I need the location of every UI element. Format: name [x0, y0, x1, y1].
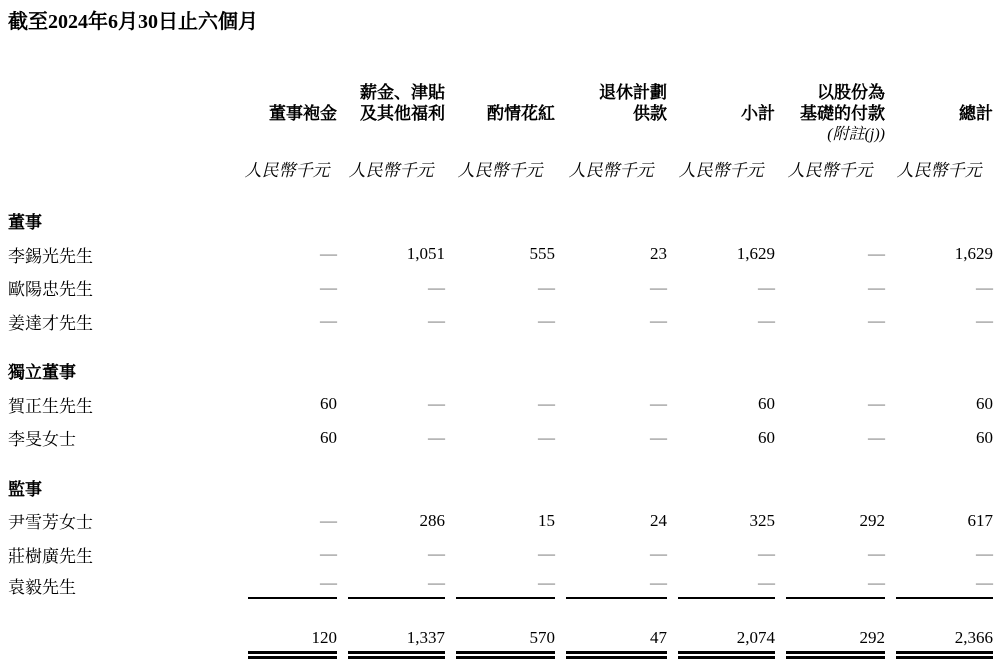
cell-value: —	[976, 311, 993, 331]
row-name: 歐陽忠先生	[8, 280, 93, 300]
cell-value: —	[538, 277, 555, 297]
cell-value: —	[868, 427, 885, 447]
cell-value: —	[758, 277, 775, 297]
cell-value: —	[976, 544, 993, 564]
total-row-name	[8, 628, 237, 659]
cell-value: —	[428, 394, 445, 414]
column-header-line: 及其他福利	[360, 104, 445, 123]
cell-value: —	[320, 244, 337, 264]
cell-value: 24	[650, 510, 667, 530]
cell-value: —	[868, 394, 885, 414]
cell-value: —	[650, 277, 667, 297]
unit-label: 人民幣千元	[457, 161, 543, 180]
table-row	[8, 271, 993, 305]
table-row	[8, 238, 993, 272]
cell-value: 325	[749, 510, 775, 530]
cell-value: —	[758, 311, 775, 331]
cell-value: —	[538, 544, 555, 564]
row-name: 姜達才先生	[8, 313, 93, 333]
cell-value: 1,051	[406, 244, 445, 264]
header-note-row	[8, 124, 993, 150]
column-header-line: 基礎的付款	[800, 104, 885, 123]
column-header-line: 薪金、津貼	[360, 83, 445, 102]
cell-value: —	[538, 311, 555, 331]
cell-value: —	[538, 394, 555, 414]
total-value: 2,366	[896, 628, 993, 659]
table-row	[8, 305, 993, 339]
cell-value: —	[428, 427, 445, 447]
column-header-line: 以股份為	[817, 83, 885, 102]
row-name: 李旻女士	[8, 430, 76, 450]
column-header-total	[885, 34, 993, 124]
section-header-row-supervisors	[8, 471, 993, 505]
cell-value: —	[758, 544, 775, 564]
cell-value: —	[868, 244, 885, 264]
column-header-line: 總計	[959, 104, 993, 123]
cell-value: —	[976, 277, 993, 297]
unit-label: 人民幣千元	[896, 161, 982, 180]
unit-label: 人民幣千元	[787, 161, 873, 180]
unit-label: 人民幣千元	[244, 161, 330, 180]
column-header-line: 酌情花紅	[487, 104, 555, 123]
cell-value: 617	[967, 510, 993, 530]
table-row	[8, 538, 993, 572]
cell-value: —	[320, 277, 337, 297]
section-label: 獨立董事	[8, 363, 76, 383]
section-label: 監事	[8, 479, 42, 499]
cell-value: —	[456, 573, 555, 599]
cell-value: 286	[419, 510, 445, 530]
total-value: 1,337	[348, 628, 445, 659]
section-label: 董事	[8, 213, 42, 233]
unit-label: 人民幣千元	[568, 161, 654, 180]
total-value: 2,074	[678, 628, 775, 659]
column-header-retirement-scheme	[555, 34, 667, 124]
row-name: 莊樹廣先生	[8, 546, 93, 566]
cell-value: 60	[320, 394, 337, 414]
total-value: 47	[566, 628, 667, 659]
unit-label: 人民幣千元	[348, 161, 434, 180]
column-header-share-based-payments	[775, 34, 885, 124]
section-header-row-directors	[8, 204, 993, 238]
cell-value: —	[566, 573, 667, 599]
cell-value: —	[786, 573, 885, 599]
cell-value: 60	[976, 427, 993, 447]
cell-value: 60	[976, 394, 993, 414]
table-row-with-rule	[8, 571, 993, 600]
total-value: 292	[786, 628, 885, 659]
cell-value: —	[868, 311, 885, 331]
remuneration-table	[8, 34, 993, 659]
cell-value: 60	[320, 427, 337, 447]
cell-value: —	[248, 573, 337, 599]
cell-value: 1,629	[954, 244, 993, 264]
total-row	[8, 628, 993, 659]
column-header-discretionary-bonus	[445, 34, 555, 124]
column-header-line: 董事袍金	[269, 104, 337, 123]
cell-value: —	[320, 544, 337, 564]
cell-value: —	[650, 427, 667, 447]
unit-label: 人民幣千元	[678, 161, 764, 180]
page-title: 截至2024年6月30日止六個月	[8, 11, 258, 33]
cell-value: 23	[650, 244, 667, 264]
cell-value: —	[650, 544, 667, 564]
cell-value: —	[428, 544, 445, 564]
cell-value: —	[348, 573, 445, 599]
cell-value: —	[428, 311, 445, 331]
row-name: 尹雪芳女士	[8, 513, 93, 533]
table-row	[8, 421, 993, 455]
cell-value: —	[650, 311, 667, 331]
header-row	[8, 34, 993, 124]
row-name: 李錫光先生	[8, 246, 93, 266]
column-header-line: 小計	[741, 104, 775, 123]
cell-value: 292	[859, 510, 885, 530]
row-name: 袁毅先生	[8, 578, 76, 597]
column-header-line: 退休計劃	[599, 83, 667, 102]
unit-row	[8, 150, 993, 182]
header-name-column	[8, 34, 237, 124]
cell-value: 555	[529, 244, 555, 264]
spacer-row	[8, 455, 993, 471]
cell-value: 60	[758, 427, 775, 447]
total-value: 120	[248, 628, 337, 659]
cell-value: —	[428, 277, 445, 297]
cell-value: 60	[758, 394, 775, 414]
cell-value: —	[650, 394, 667, 414]
cell-value: —	[538, 427, 555, 447]
spacer-row	[8, 182, 993, 204]
row-name: 賀正生先生	[8, 396, 93, 416]
cell-value: 15	[538, 510, 555, 530]
table-row	[8, 388, 993, 422]
total-value: 570	[456, 628, 555, 659]
column-header-directors-fees	[237, 34, 337, 124]
spacer-row	[8, 600, 993, 628]
cell-value: —	[320, 510, 337, 530]
cell-value: —	[678, 573, 775, 599]
cell-value: —	[868, 277, 885, 297]
column-header-salaries-benefits	[337, 34, 445, 124]
cell-value: 1,629	[736, 244, 775, 264]
cell-value: —	[320, 311, 337, 331]
cell-value: —	[868, 544, 885, 564]
spacer-row	[8, 338, 993, 354]
table-row	[8, 504, 993, 538]
column-header-line: 供款	[633, 104, 667, 123]
section-header-row-independent-directors	[8, 354, 993, 388]
cell-value: —	[896, 573, 993, 599]
column-header-subtotal	[667, 34, 775, 124]
column-note: (附註(j))	[827, 126, 885, 143]
